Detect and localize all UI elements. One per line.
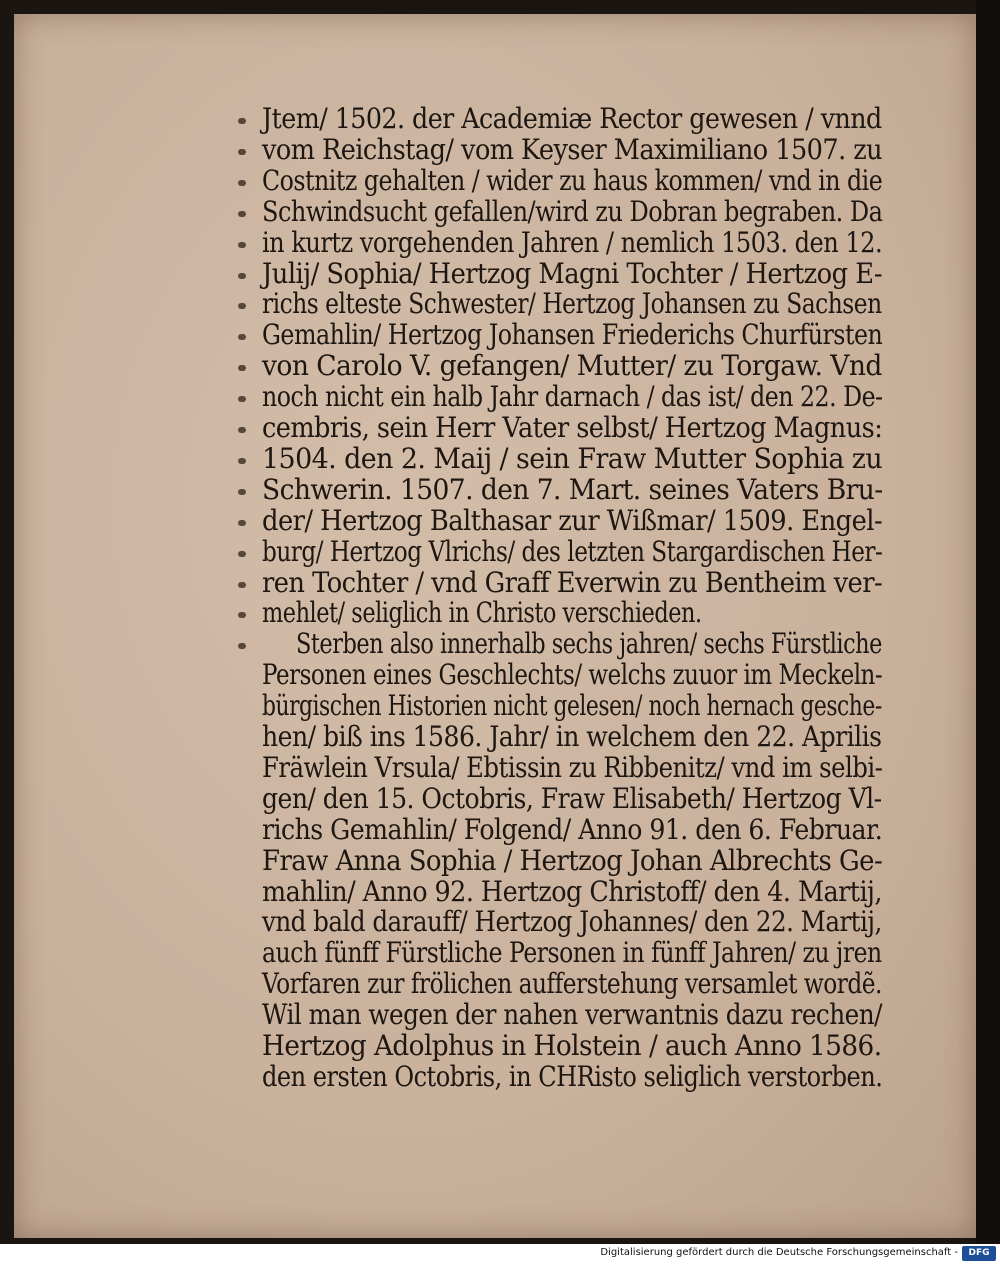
text-line: Fräwlein Vrsula/ Ebtissin zu Ribbenitz/ vnd im selbi-	[262, 750, 883, 784]
margin-mark	[238, 396, 246, 402]
text-line: mehlet/ seliglich in Christo verschieden.	[262, 596, 702, 630]
margin-mark	[238, 149, 246, 155]
text-line: vnd bald darauff/ Hertzog Johannes/ den 22. Martij,	[262, 905, 882, 939]
text-line: Sterben also innerhalb sechs jahren/ sechs Fürstliche	[296, 627, 882, 661]
funding-credit: Digitalisierung gefördert durch die Deutsche Forschungsgemeinschaft -	[600, 1247, 958, 1258]
text-line: 1504. den 2. Maij / sein Fraw Mutter Sophia zu	[262, 441, 883, 475]
text-line: richs elteste Schwester/ Hertzog Johansen zu Sachsen	[262, 287, 882, 321]
margin-mark	[238, 118, 246, 124]
text-line: vom Reichstag/ vom Keyser Maximiliano 1507. zu	[262, 132, 883, 166]
text-line: Julij/ Sophia/ Hertzog Magni Tochter / Hertzog E-	[262, 256, 883, 290]
text-line: auch fünff Fürstliche Personen in fünff Jahren/ zu jren	[262, 936, 882, 970]
dfg-logo: DFG	[962, 1246, 996, 1261]
text-line: ren Tochter / vnd Graff Everwin zu Bentheim ver-	[262, 565, 883, 599]
margin-mark	[238, 273, 246, 279]
margin-mark	[238, 242, 246, 248]
text-line: mahlin/ Anno 92. Hertzog Christoff/ den 4. Martij,	[262, 874, 882, 908]
text-line: noch nicht ein halb Jahr darnach / das ist/ den 22. De-	[262, 380, 883, 414]
margin-mark	[238, 427, 246, 433]
footer-bar	[0, 1244, 1000, 1264]
text-line: Hertzog Adolphus in Holstein / auch Anno 1586.	[262, 1029, 882, 1062]
text-line: Personen eines Geschlechts/ welchs zuuor im Meckeln-	[262, 658, 883, 692]
text-line: den ersten Octobris, in CHRisto seliglich verstorben.	[262, 1059, 883, 1093]
text-line: in kurtz vorgehenden Jahren / nemlich 1503. den 12.	[262, 225, 883, 259]
margin-mark	[238, 643, 246, 649]
text-line: gen/ den 15. Octobris, Fraw Elisabeth/ Hertzog Vl-	[262, 781, 882, 815]
text-line: Jtem/ 1502. der Academiæ Rector gewesen / vnnd	[262, 102, 882, 135]
margin-mark	[238, 582, 246, 588]
text-line: Schwindsucht gefallen/wird zu Dobran begraben. Da	[262, 194, 883, 228]
margin-mark	[238, 489, 246, 495]
text-line: Gemahlin/ Hertzog Johansen Friederichs Churfürsten	[262, 318, 883, 352]
text-line: der/ Hertzog Balthasar zur Wißmar/ 1509. Engel-	[262, 503, 883, 537]
margin-mark	[238, 334, 246, 340]
text-line: bürgischen Historien nicht gelesen/ noch hernach gesche-	[262, 689, 882, 723]
margin-mark	[238, 211, 246, 217]
margin-mark	[238, 365, 246, 371]
margin-mark	[238, 551, 246, 557]
text-line: Fraw Anna Sophia / Hertzog Johan Albrechts Ge-	[262, 843, 883, 877]
text-line: von Carolo V. gefangen/ Mutter/ zu Torgaw. Vnd	[262, 349, 882, 383]
text-line: Vorfaren zur frölichen aufferstehung versamlet wordẽ.	[262, 967, 882, 1001]
margin-mark	[238, 458, 246, 464]
text-line: burg/ Hertzog Vlrichs/ des letzten Stargardischen Her-	[262, 534, 883, 568]
text-line: Wil man wegen der nahen verwantnis dazu rechen/	[262, 998, 882, 1032]
text-line: hen/ biß ins 1586. Jahr/ in welchem den 22. Aprilis	[262, 720, 882, 753]
text-line: Schwerin. 1507. den 7. Mart. seines Vaters Bru-	[262, 472, 883, 506]
text-line: cembris, sein Herr Vater selbst/ Hertzog Magnus:	[262, 411, 883, 444]
margin-mark	[238, 520, 246, 526]
margin-mark	[238, 180, 246, 186]
page-edge	[976, 0, 1000, 1244]
text-line: Costnitz gehalten / wider zu haus kommen/ vnd in die	[262, 163, 883, 197]
text-line: richs Gemahlin/ Folgend/ Anno 91. den 6. Februar.	[262, 812, 883, 846]
